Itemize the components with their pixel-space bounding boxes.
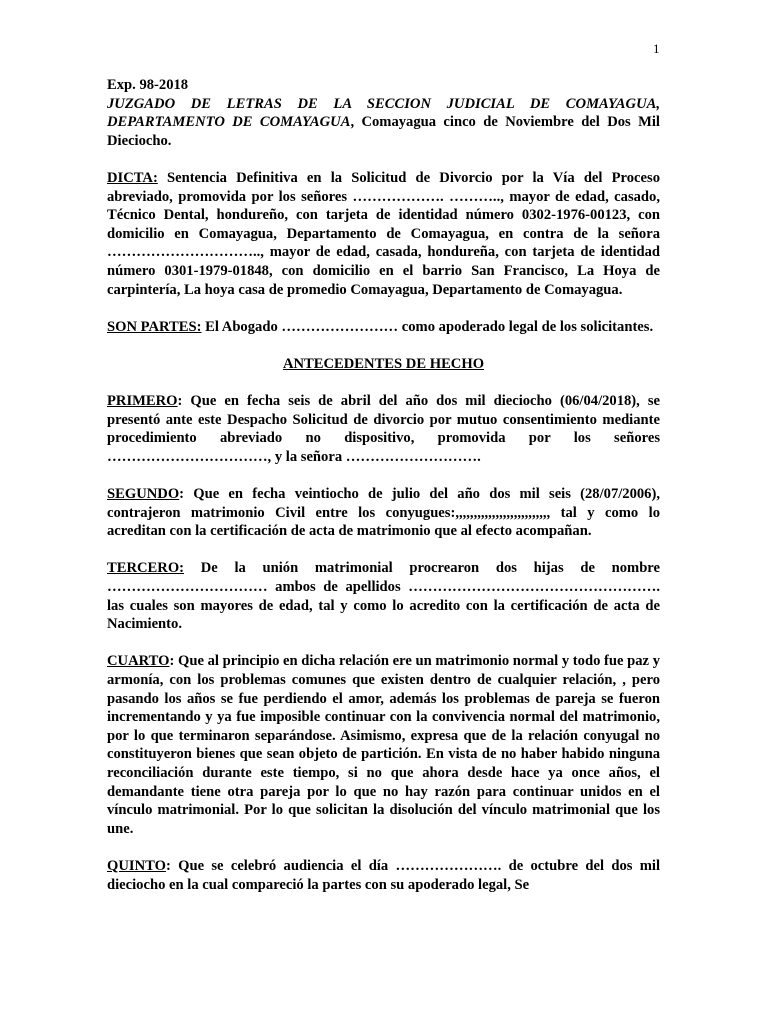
paragraph-label: PRIMERO bbox=[107, 393, 178, 410]
paragraph-quinto bbox=[107, 857, 660, 894]
paragraph-label: TERCERO: bbox=[107, 560, 185, 577]
paragraph-cuarto bbox=[107, 652, 660, 838]
dicta-paragraph bbox=[107, 169, 660, 299]
dicta-label: DICTA: bbox=[107, 169, 158, 186]
page-number: 1 bbox=[653, 41, 660, 56]
paragraph-text: : Que al principio en dicha relación ere un matrimonio normal y todo fue paz y armonía, con los problemas comunes que existen dentro de cualquier relación, , pero pasando los años se fue perdiendo el amor, además los problemas de pareja se fueron incrementando y ya fue imposible continuar con la convivencia normal del matrimonio, por lo que terminaron separándose. Asimismo, expresa que de la relación conyugal no constituyeron bienes que sean objeto de partición. En vista de no haber habido ninguna reconciliación durante este tiempo, si no que ahora desde hace ya once años, el demandante tiene otra pareja por lo que no hay razón para continuar unidos en el vínculo matrimonial. Por lo que solicitan la disolución del vínculo matrimonial que los une. bbox=[107, 653, 660, 837]
paragraph-text: : Que en fecha seis de abril del año dos mil dieciocho (06/04/2018), se presentó ante este Despacho Solicitud de divorcio por mutuo consentimiento mediante procedimiento abreviado no dispositivo, promovida por los señores ……………………………, y la señora ………………………. bbox=[107, 393, 660, 465]
section-title: ANTECEDENTES DE HECHO bbox=[282, 355, 485, 372]
paragraph-tercero bbox=[107, 559, 660, 633]
paragraph-label: QUINTO bbox=[107, 857, 166, 874]
partes-label: SON PARTES: bbox=[107, 318, 202, 335]
paragraph-text: De la unión matrimonial procrearon dos hijas de nombre …………………………… ambos de apellidos ……………………………………………. las cuales son mayores de edad, tal y como lo acredito con la certificación de acta de Nacimiento. bbox=[107, 560, 660, 633]
court-name: JUZGADO DE LETRAS DE LA SECCION JUDICIAL DE COMAYAGUA, DEPARTAMENTO DE COMAYAGUA bbox=[107, 95, 660, 131]
paragraph-segundo bbox=[107, 485, 660, 541]
partes-paragraph bbox=[107, 318, 660, 337]
paragraph-text: : Que se celebró audiencia el día …………………. de octubre del dos mil dieciocho en la cual compareció la partes con su apoderado legal, Se bbox=[107, 857, 660, 893]
place-date: , Comayagua cinco de Noviembre del Dos Mil Dieciocho. bbox=[107, 114, 660, 149]
paragraph-primero bbox=[107, 392, 660, 466]
document-body bbox=[107, 76, 660, 913]
header-block bbox=[107, 76, 660, 150]
dicta-text: Sentencia Definitiva en la Solicitud de Divorcio por la Vía del Proceso abreviado, promovida por los señores ………………. ……….., mayor de edad, casado, Técnico Dental, hondureño, con tarjeta de identidad número 0302-1976-00123, con domicilio en Comayagua, Departamento de Comayagua, en contra de la señora ………………………….., mayor de edad, casada, hondureña, con tarjeta de identidad número 0301-1979-01848, con domicilio en el barrio San Francisco, La Hoya de carpintería, La hoya casa de promedio Comayagua, Departamento de Comayagua. bbox=[107, 169, 660, 298]
paragraph-label: SEGUNDO bbox=[107, 486, 180, 503]
paragraph-text: : Que en fecha veintiocho de julio del año dos mil seis (28/07/2006), contrajeron matrimonio Civil entre los conyugues:,,,,,,,,,,,,,,,,,,,,,,,,,, tal y como lo acreditan con la certificación de acta de matrimonio que al efecto acompañan. bbox=[107, 486, 660, 540]
partes-text: El Abogado …………………… como apoderado legal de los solicitantes. bbox=[201, 318, 654, 335]
paragraph-label: CUARTO bbox=[107, 653, 170, 670]
expediente-number: Exp. 98-2018 bbox=[107, 77, 189, 93]
